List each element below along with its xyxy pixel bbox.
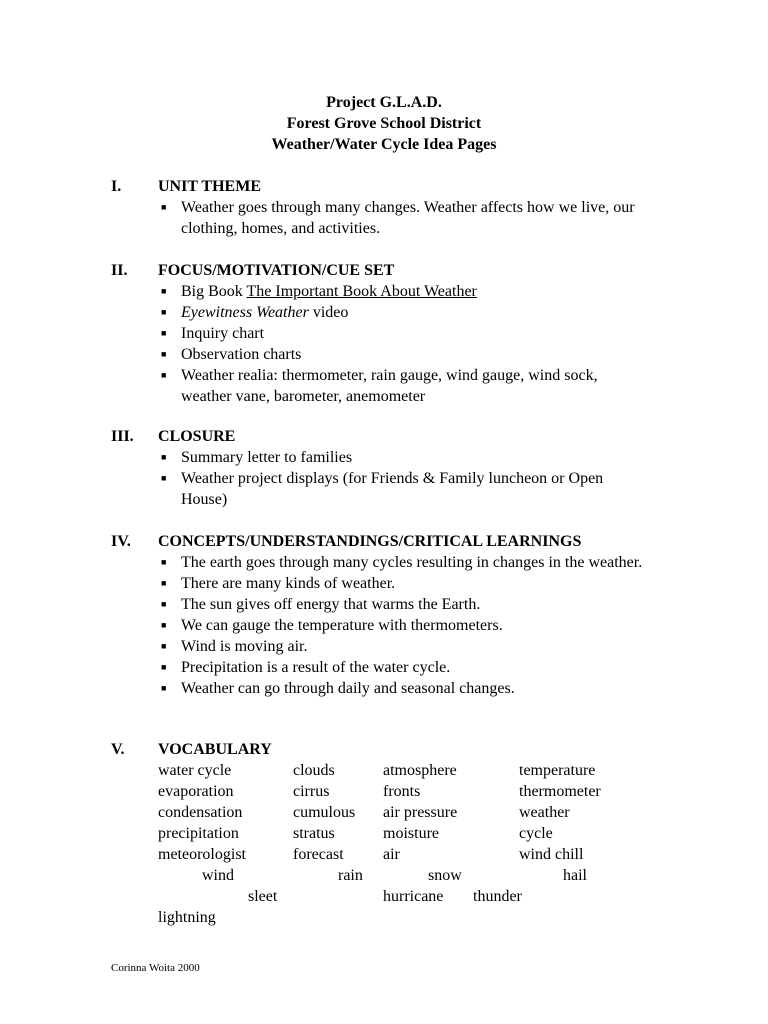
vocabulary-word: rain [338, 867, 363, 884]
bullet-text: video [308, 304, 349, 321]
bullet-marker: ■ [161, 557, 167, 567]
bullet-marker: ■ [161, 473, 167, 483]
bullet-marker: ■ [161, 662, 167, 672]
vocabulary-word: snow [428, 867, 462, 884]
section-heading [0, 260, 768, 281]
vocabulary-word: atmosphere [383, 762, 457, 779]
section-number: III. [111, 428, 134, 445]
bullet-marker: ■ [161, 307, 167, 317]
section-number: V. [111, 741, 125, 758]
bullet-text: Wind is moving air. [181, 638, 308, 655]
bullet-marker: ■ [161, 578, 167, 588]
section-heading [0, 531, 768, 552]
header-line-3: Weather/Water Cycle Idea Pages [271, 136, 497, 153]
vocabulary-word: cirrus [293, 783, 330, 800]
bullet-marker: ■ [161, 683, 167, 693]
vocabulary-word: clouds [293, 762, 335, 779]
section-number: II. [111, 262, 128, 279]
section-concepts [0, 531, 768, 699]
vocabulary-word: wind chill [519, 846, 584, 863]
book-title: The Important Book About Weather [246, 283, 477, 300]
bullet-item [0, 323, 651, 344]
vocabulary-word: hail [563, 867, 587, 884]
bullet-text: Weather goes through many changes. Weather affects how we live, our clothing, homes, and activities. [181, 199, 635, 237]
bullet-marker: ■ [161, 641, 167, 651]
bullet-text: Observation charts [181, 346, 302, 363]
section-number: IV. [111, 533, 131, 550]
header-line-1: Project G.L.A.D. [326, 94, 442, 111]
bullet-list [0, 197, 768, 239]
bullet-item [0, 573, 651, 594]
section-title: CLOSURE [158, 428, 236, 445]
bullet-item [0, 615, 651, 636]
bullet-text: We can gauge the temperature with thermometers. [181, 617, 503, 634]
vocabulary-word: air [383, 846, 400, 863]
section-heading [0, 739, 768, 760]
vocabulary-word: evaporation [158, 783, 234, 800]
vocabulary-word: condensation [158, 804, 243, 821]
bullet-marker: ■ [161, 599, 167, 609]
vocabulary-word: thunder [473, 888, 522, 905]
video-title: Eyewitness Weather [181, 304, 309, 321]
vocabulary-word: wind [202, 867, 234, 884]
section-heading [0, 426, 768, 447]
bullet-text: Weather realia: thermometer, rain gauge, wind gauge, wind sock, weather vane, barometer, anemometer [181, 367, 598, 405]
section-heading [0, 176, 768, 197]
bullet-marker: ■ [161, 328, 167, 338]
vocabulary-word: precipitation [158, 825, 239, 842]
bullet-item [0, 636, 651, 657]
bullet-item [0, 197, 651, 239]
bullet-item [0, 468, 651, 510]
section-number: I. [111, 178, 122, 195]
section-closure [0, 426, 768, 510]
vocabulary-word: air pressure [383, 804, 458, 821]
bullet-item [0, 344, 651, 365]
document-header [0, 92, 768, 155]
bullet-text: The earth goes through many cycles resulting in changes in the weather. [181, 554, 643, 571]
vocabulary-word: lightning [158, 909, 216, 926]
bullet-list [0, 447, 768, 510]
bullet-marker: ■ [161, 620, 167, 630]
bullet-item [0, 365, 651, 407]
vocabulary-word: hurricane [383, 888, 444, 905]
bullet-text: Precipitation is a result of the water cycle. [181, 659, 451, 676]
bullet-marker: ■ [161, 202, 167, 212]
bullet-item [0, 281, 651, 302]
vocabulary-word: water cycle [158, 762, 232, 779]
vocabulary-word: thermometer [519, 783, 601, 800]
bullet-text: Summary letter to families [181, 449, 353, 466]
bullet-text: Weather project displays (for Friends & Family luncheon or Open House) [181, 470, 604, 508]
bullet-list [0, 281, 768, 407]
vocabulary-word: weather [519, 804, 570, 821]
bullet-marker: ■ [161, 286, 167, 296]
bullet-item [0, 447, 651, 468]
bullet-list [0, 552, 768, 699]
bullet-text: There are many kinds of weather. [181, 575, 396, 592]
vocabulary-word: cumulous [293, 804, 356, 821]
section-unit-theme [0, 176, 768, 239]
section-title: CONCEPTS/UNDERSTANDINGS/CRITICAL LEARNINGS [158, 533, 582, 550]
bullet-text: Big Book [181, 283, 247, 300]
section-title: FOCUS/MOTIVATION/CUE SET [158, 262, 395, 279]
bullet-text: Inquiry chart [181, 325, 265, 342]
bullet-item [0, 552, 651, 573]
section-title: UNIT THEME [158, 178, 261, 195]
bullet-item [0, 594, 651, 615]
vocabulary-word: temperature [519, 762, 596, 779]
vocabulary-word: moisture [383, 825, 439, 842]
bullet-marker: ■ [161, 349, 167, 359]
section-focus-motivation [0, 260, 768, 407]
bullet-item [0, 678, 651, 699]
bullet-item [0, 302, 651, 323]
footer-credit: Corinna Woita 2000 [111, 962, 200, 974]
section-title: VOCABULARY [158, 741, 272, 758]
vocabulary-word: meteorologist [158, 846, 246, 863]
header-line-2: Forest Grove School District [286, 115, 482, 132]
bullet-marker: ■ [161, 370, 167, 380]
vocabulary-word: fronts [383, 783, 421, 800]
vocabulary-word: forecast [293, 846, 344, 863]
bullet-text: The sun gives off energy that warms the Earth. [181, 596, 481, 613]
vocabulary-word: sleet [248, 888, 278, 905]
bullet-item [0, 657, 651, 678]
bullet-marker: ■ [161, 452, 167, 462]
vocabulary-word: stratus [293, 825, 335, 842]
bullet-text: Weather can go through daily and seasonal changes. [181, 680, 515, 697]
vocabulary-word: cycle [519, 825, 553, 842]
section-vocabulary [0, 739, 768, 760]
